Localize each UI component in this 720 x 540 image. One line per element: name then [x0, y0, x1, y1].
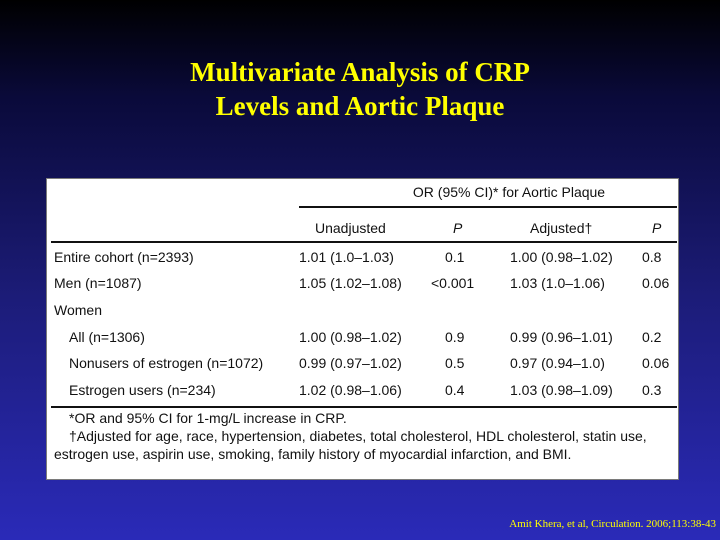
unadjusted-value: 0.99 (0.97–1.02)	[299, 355, 402, 371]
row-label: Entire cohort (n=2393)	[54, 249, 194, 265]
table-row	[47, 377, 680, 403]
adjusted-value: 1.00 (0.98–1.02)	[510, 249, 613, 265]
p-value-adjusted: 0.2	[642, 329, 662, 345]
p-value-unadjusted: 0.9	[445, 329, 465, 345]
adjusted-value: 0.99 (0.96–1.01)	[510, 329, 613, 345]
column-header-rule	[51, 241, 677, 243]
col-header-adjusted: Adjusted†	[530, 220, 593, 236]
group-header-rule	[299, 206, 677, 208]
adjusted-value: 0.97 (0.94–1.0)	[510, 355, 605, 371]
p-value-adjusted: 0.8	[642, 249, 662, 265]
table-row	[47, 297, 680, 323]
unadjusted-value: 1.01 (1.0–1.03)	[299, 249, 394, 265]
row-label: Women	[54, 302, 102, 318]
p-value-adjusted: 0.3	[642, 382, 662, 398]
footnote-adjustment: †Adjusted for age, race, hypertension, diabetes, total cholesterol, HDL cholesterol, statin use, estrogen use, aspirin use, smoking, family history of myocardial infarction, and BMI.	[54, 428, 647, 462]
unadjusted-value: 1.02 (0.98–1.06)	[299, 382, 402, 398]
col-header-p1: P	[453, 220, 463, 236]
results-table	[46, 178, 679, 480]
adjusted-value: 1.03 (1.0–1.06)	[510, 275, 605, 291]
unadjusted-value: 1.05 (1.02–1.08)	[299, 275, 402, 291]
table-row	[47, 350, 680, 376]
row-label: Men (n=1087)	[54, 275, 142, 291]
footnote-or-definition: *OR and 95% CI for 1-mg/L increase in CRP.	[69, 410, 347, 426]
p-value-unadjusted: 0.4	[445, 382, 465, 398]
table-group-header: OR (95% CI)* for Aortic Plaque	[412, 184, 606, 200]
table-row	[47, 244, 680, 270]
row-label: All (n=1306)	[69, 329, 145, 345]
p-value-adjusted: 0.06	[642, 275, 670, 291]
table-row	[47, 270, 680, 296]
p-value-adjusted: 0.06	[642, 355, 670, 371]
p-value-unadjusted: <0.001	[431, 275, 475, 291]
row-label: Estrogen users (n=234)	[69, 382, 216, 398]
p-value-unadjusted: 0.5	[445, 355, 465, 371]
table-bottom-rule	[51, 406, 677, 408]
slide-title	[0, 55, 720, 123]
table-row	[47, 324, 680, 350]
p-value-unadjusted: 0.1	[445, 249, 465, 265]
slide-title-line1: Multivariate Analysis of CRP	[190, 57, 530, 87]
col-header-p2: P	[652, 220, 662, 236]
slide-title-line2: Levels and Aortic Plaque	[215, 91, 505, 121]
col-header-unadjusted: Unadjusted	[315, 220, 386, 236]
unadjusted-value: 1.00 (0.98–1.02)	[299, 329, 402, 345]
adjusted-value: 1.03 (0.98–1.09)	[510, 382, 613, 398]
citation: Amit Khera, et al, Circulation. 2006;113:38-43	[509, 518, 716, 530]
row-label: Nonusers of estrogen (n=1072)	[69, 355, 264, 371]
